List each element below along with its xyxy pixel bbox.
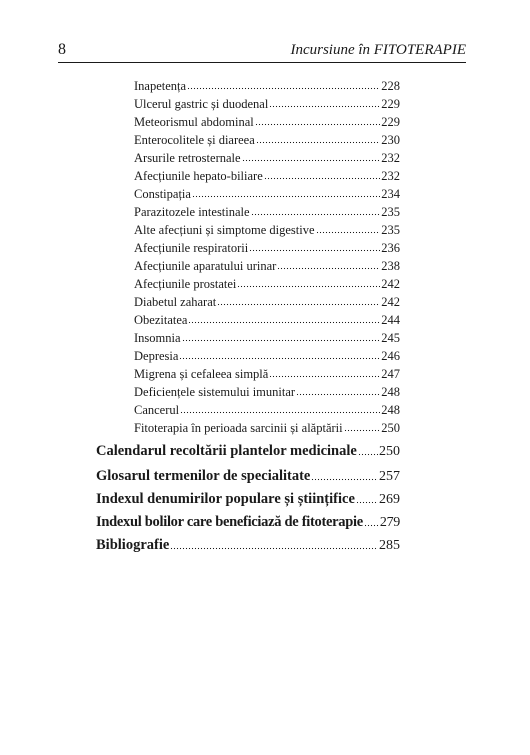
dot-leader xyxy=(269,96,380,109)
toc-entry xyxy=(134,96,400,112)
toc-entry-title: Indexul denumirilor populare și științifice xyxy=(96,491,355,507)
toc-entry xyxy=(134,240,400,256)
toc-entry-page: 257 xyxy=(379,469,400,484)
toc-entry-page: 232 xyxy=(381,151,400,165)
toc-entry xyxy=(134,132,400,148)
toc-entry xyxy=(134,258,400,274)
toc-entry xyxy=(134,420,400,436)
toc-entry-page: 242 xyxy=(381,295,400,309)
page-header xyxy=(58,40,466,63)
toc-entry xyxy=(134,150,400,166)
toc-entry xyxy=(134,402,400,418)
toc-entry-page: 285 xyxy=(379,538,400,553)
toc-main-entry xyxy=(96,490,400,509)
toc-entry xyxy=(134,222,400,238)
dot-leader xyxy=(182,330,381,343)
toc-entry-page: 238 xyxy=(381,259,400,273)
toc-entry-page: 247 xyxy=(381,367,400,381)
dot-leader xyxy=(358,442,378,457)
dot-leader xyxy=(269,366,380,379)
toc-entry xyxy=(134,114,400,130)
toc-entry-page: 235 xyxy=(381,223,400,237)
toc-entry-title: Insomnia xyxy=(134,331,181,345)
dot-leader xyxy=(170,536,378,551)
toc-entry-page: 250 xyxy=(379,444,400,459)
dot-leader xyxy=(217,294,380,307)
toc-entry-title: Fitoterapia în perioada sarcinii și alăptării xyxy=(134,421,343,435)
toc-entry-title: Alte afecțiuni și simptome digestive xyxy=(134,223,315,237)
dot-leader xyxy=(192,186,380,199)
dot-leader xyxy=(344,420,381,433)
toc-entry-title: Afecțiunile respiratorii xyxy=(134,241,249,255)
toc-entry-title: Afecțiunile hepato-biliare xyxy=(134,169,263,183)
toc-entry-title: Deficiențele sistemului imunitar xyxy=(134,385,296,399)
dot-leader xyxy=(311,467,378,482)
toc-entry-title: Glosarul termenilor de specialitate xyxy=(96,468,311,484)
toc-entry-page: 246 xyxy=(381,349,400,363)
dot-leader xyxy=(316,222,381,235)
dot-leader xyxy=(249,240,380,253)
toc-entry-page: 248 xyxy=(381,403,400,417)
toc-entry-page: 236 xyxy=(381,241,400,255)
toc-entry-title: Enterocolitele și diareea xyxy=(134,133,255,147)
toc-entry xyxy=(134,312,400,328)
dot-leader xyxy=(237,276,380,289)
toc-entry-page: 279 xyxy=(379,515,400,530)
toc-main-entry xyxy=(96,513,400,532)
dot-leader xyxy=(296,384,380,397)
toc-entry-page: 248 xyxy=(381,385,400,399)
dot-leader xyxy=(242,150,381,163)
toc-entry xyxy=(134,186,400,202)
toc-entry-page: 228 xyxy=(381,79,400,93)
toc-entry-title: Afecțiunile prostatei xyxy=(134,277,237,291)
toc-entry xyxy=(134,204,400,220)
dot-leader xyxy=(264,168,380,181)
dot-leader xyxy=(179,348,380,361)
toc-entry-page: 230 xyxy=(381,133,400,147)
toc-entry-title: Calendarul recoltării plantelor medicinale xyxy=(96,443,357,459)
toc-entry-title: Migrena și cefaleea simplă xyxy=(134,367,269,381)
toc-main-entry xyxy=(96,442,400,461)
toc-entry-title: Arsurile retrosternale xyxy=(134,151,241,165)
dot-leader xyxy=(251,204,381,217)
toc-main-entry xyxy=(96,467,400,486)
toc-entry-page: 234 xyxy=(381,187,400,201)
toc-entry-title: Cancerul xyxy=(134,403,180,417)
toc-main-entry xyxy=(96,536,400,555)
dot-leader xyxy=(256,132,380,145)
toc-entry-page: 229 xyxy=(381,115,400,129)
toc-entry-title: Depresia xyxy=(134,349,179,363)
dot-leader xyxy=(277,258,380,271)
dot-leader xyxy=(188,312,380,325)
toc-entry-title: Meteorismul abdominal xyxy=(134,115,254,129)
toc-entry-title: Indexul bolilor care beneficiază de fitoterapie xyxy=(96,514,363,530)
running-title: Incursiune în FITOTERAPIE xyxy=(290,42,466,58)
toc-entry xyxy=(134,348,400,364)
toc-entry xyxy=(134,384,400,400)
toc-entry-page: 244 xyxy=(381,313,400,327)
toc-entry-title: Afecțiunile aparatului urinar xyxy=(134,259,277,273)
dot-leader xyxy=(356,490,378,505)
dot-leader xyxy=(255,114,380,127)
toc-entry-page: 229 xyxy=(381,97,400,111)
dot-leader xyxy=(187,78,380,91)
toc-entry xyxy=(134,276,400,292)
toc-entry-page: 269 xyxy=(379,492,400,507)
toc-entry xyxy=(134,366,400,382)
dot-leader xyxy=(364,513,379,528)
toc-entry-page: 235 xyxy=(381,205,400,219)
toc-entry xyxy=(134,168,400,184)
toc-entry-title: Parazitozele intestinale xyxy=(134,205,250,219)
toc-entry-page: 242 xyxy=(381,277,400,291)
toc-entry-title: Obezitatea xyxy=(134,313,188,327)
toc-entry xyxy=(134,78,400,94)
toc-entry xyxy=(134,294,400,310)
toc-entry-page: 232 xyxy=(381,169,400,183)
dot-leader xyxy=(180,402,380,415)
page-number: 8 xyxy=(58,41,66,58)
toc-entry xyxy=(134,330,400,346)
toc-entry-page: 245 xyxy=(381,331,400,345)
toc-entry-page: 250 xyxy=(381,421,400,435)
toc-entry-title: Diabetul zaharat xyxy=(134,295,217,309)
toc-entry-title: Ulcerul gastric și duodenal xyxy=(134,97,269,111)
toc-entry-title: Constipația xyxy=(134,187,191,201)
toc-entry-title: Bibliografie xyxy=(96,537,170,553)
toc-entry-title: Inapetența xyxy=(134,79,187,93)
